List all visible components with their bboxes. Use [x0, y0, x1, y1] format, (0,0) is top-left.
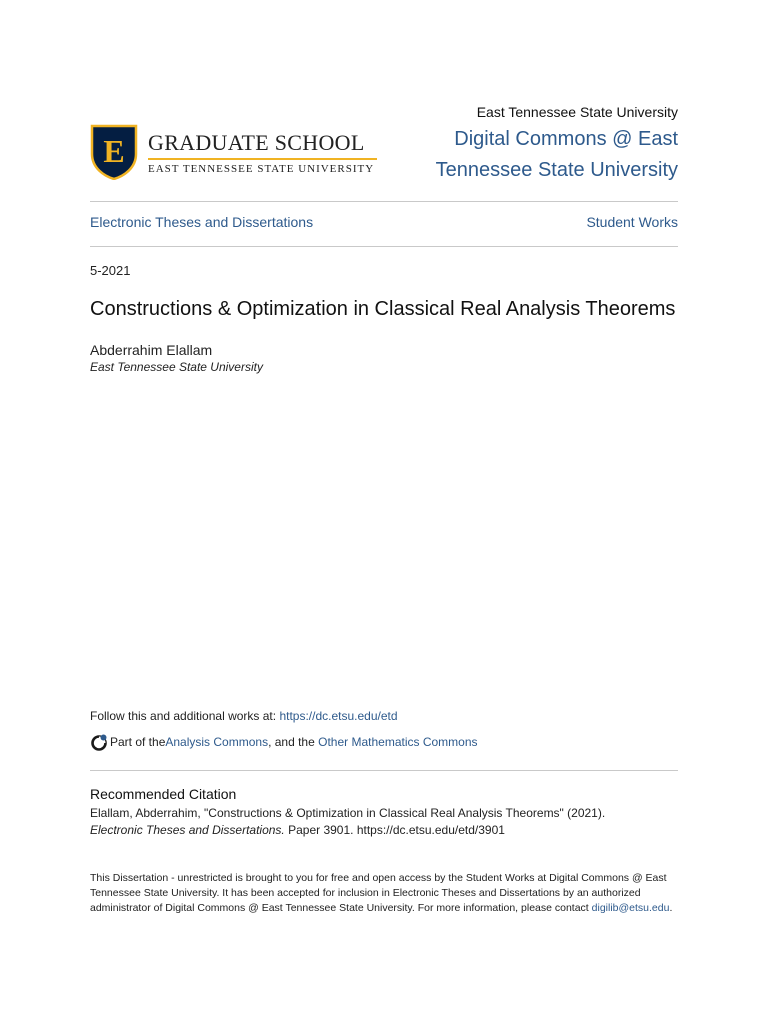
cover-page — [90, 0, 678, 1024]
access-notice — [90, 871, 678, 916]
notice-text: This Dissertation - unrestricted is brought to you for free and open access by the Student Works at Digital Commons @ East Tennessee State University. It has been accepted for inclusion in Electronic Theses and Dissertations by an authorized administrator of Digital Commons @ East Tennessee State University. For more information, please contact — [90, 872, 667, 914]
follow-line — [90, 709, 398, 723]
part-of-line — [90, 733, 478, 751]
citation-line: Elallam, Abderrahim, "Constructions & Optimization in Classical Real Analysis Theorems" (2021). — [90, 806, 606, 820]
divider — [90, 246, 678, 247]
citation-series: Electronic Theses and Dissertations. — [90, 823, 285, 837]
part-of-middle: , and the — [268, 735, 319, 749]
contact-email-link[interactable]: digilib@etsu.edu — [591, 902, 670, 914]
etsu-shield-icon — [90, 124, 138, 180]
collection-link[interactable]: Electronic Theses and Dissertations — [90, 214, 314, 230]
author-name: Abderrahim Elallam — [90, 342, 213, 358]
graduate-school-logo[interactable] — [90, 124, 377, 180]
creative-commons-network-icon — [90, 733, 108, 751]
analysis-commons-link[interactable]: Analysis Commons — [165, 735, 269, 749]
citation-heading: Recommended Citation — [90, 786, 237, 802]
citation-line-2 — [90, 823, 505, 837]
logo-letter: E — [103, 133, 125, 169]
divider — [90, 201, 678, 202]
citation-paper: Paper 3901. https://dc.etsu.edu/etd/3901 — [284, 823, 505, 837]
repository-link[interactable]: Digital Commons @ East Tennessee State University — [435, 128, 678, 181]
notice-end: . — [669, 902, 673, 914]
follow-text: Follow this and additional works at: — [90, 709, 280, 723]
student-works-link[interactable]: Student Works — [586, 214, 678, 230]
divider — [90, 770, 678, 771]
logo-title: GRADUATE SCHOOL — [148, 130, 377, 160]
etd-url-link[interactable]: https://dc.etsu.edu/etd — [279, 709, 398, 723]
publication-date: 5-2021 — [90, 263, 131, 278]
author-affiliation: East Tennessee State University — [90, 360, 263, 374]
other-mathematics-commons-link[interactable]: Other Mathematics Commons — [318, 735, 478, 749]
document-title: Constructions & Optimization in Classical Real Analysis Theorems — [90, 298, 676, 320]
university-name: East Tennessee State University — [476, 104, 678, 120]
logo-subtitle: EAST TENNESSEE STATE UNIVERSITY — [148, 162, 375, 175]
part-of-prefix: Part of the — [110, 735, 166, 749]
